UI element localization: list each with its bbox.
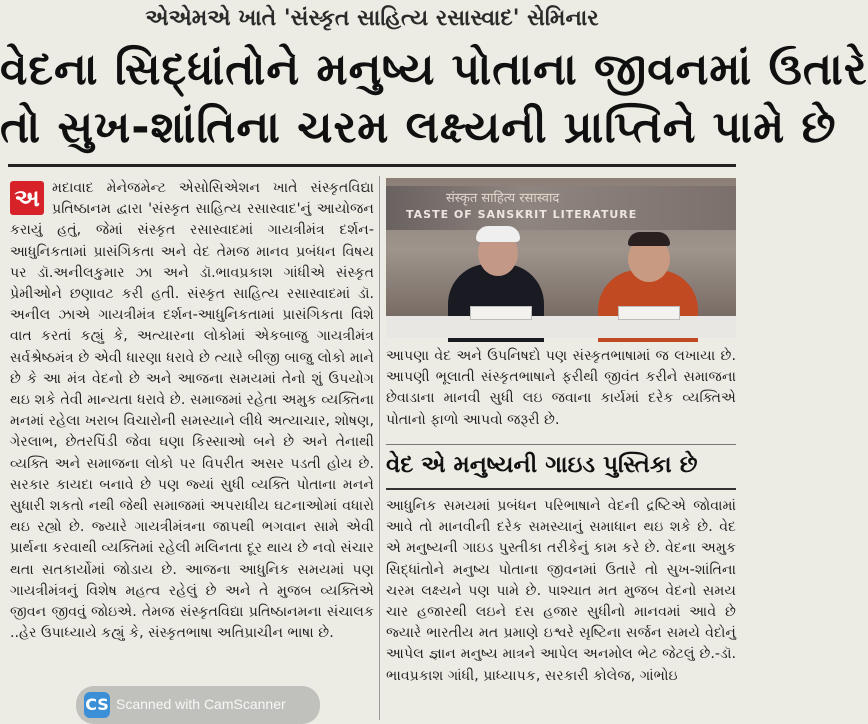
headline-line-2: તો સુખ-શાંતિના ચરમ લક્ષ્યની પ્રાપ્તિને પામે છે <box>0 102 837 153</box>
right-top-text: આપણા વેદ અને ઉપનિષદો પણ સંસ્કૃતભાષામાં જ લખાયા છે. આપણી ભૂલાતી સંસ્કૃતભાષાને ફરીથી જીવંત કરીને સમાજના છેવાડાના માનવી સુધી લઇ જવાના કાર્યમાં દરેક વ્યક્તિએ પોતાનો ફાળો આપવો જરૂરી છે. <box>386 348 736 428</box>
event-photo <box>386 178 736 338</box>
kicker: એએમએ ખાતે 'સંસ્કૃત સાહિત્ય રસાસ્વાદ' સેમિનાર <box>145 6 599 31</box>
nameplate-2 <box>618 306 680 320</box>
speaker-1-hair <box>476 226 520 242</box>
nameplate-1 <box>470 306 532 320</box>
left-column-text: મદાવાદ મેનેજમેન્ટ એસોસિએશન ખાતે સંસ્કૃતવિદ્યા પ્રતિષ્ઠાનમ દ્વારા 'સંસ્કૃત સાહિત્ય રસાસ્વાદ'નું આયોજન કરાયું હતું, જેમાં સંસ્કૃત રસાસ્વાદમાં ગાયત્રીમંત્ર દર્શન-આધુનિકતામાં પ્રાસંગિકતા અને વેદ તેમજ માનવ પ્રબંધન વિષય પર ડૉ.અનીલકુમાર ઝા અને ડૉ.ભાવપ્રકાશ ગાંધીએ સંસ્કૃત પ્રેમીઓને છણાવટ કરી હતી. સંસ્કૃત સાહિત્ય રસાસ્વાદમાં ડૉ. અનીલ ઝાએ ગાયત્રીમંત્ર દર્શન-આધુનિકતામાં પ્રાસંગિકતા વિશે વાત કરતાં કહ્યું કે, અત્યારના લોકોમાં એકબાજુ ગાયત્રીમંત્ર સર્વશ્રેષ્ઠમંત્ર છે એવી ધારણા ધરાવે છે ત્યારે બીજી બાજુ લોકો માને છે કે આ મંત્ર વેદનો છે અને આજના સમયમાં તેનો શું ઉપયોગ થઇ શકે તેવી માન્યતા ધરાવે છે. સમાજમાં રહેતા અમુક વ્યક્તિના મનમાં રહેલા ખરાબ વિચારોની સમસ્યાને લીધે અત્યાચાર, શોષણ, ગેરલાભ, છેતરપિંડી જેવા ઘણા કિસ્સાઓ બને છે અને તેનાથી વ્યક્તિ અને સમાજના લોકો પર વિપરીત અસર પડતી હોય છે. સરકાર કાયદા બનાવે છે પણ જ્યાં સુધી વ્યક્તિ પોતાના મનને સુધારી શકતો નથી જેથી સમાજમાં અપરાધીય ઘટનાઓમાં વધારો થઇ રહ્યો છે. જ્યારે ગાયત્રીમંત્રના જાપથી ભગવાન સામે એવી પ્રાર્થના કરવાથી વ્યક્તિમાં રહેલી મલિનતા દૂર થાય છે નવો સંચાર થતા સતકાર્યોમાં જોડાય છે. આજના આધુનિક સમયમાં પણ ગાયત્રીમંત્રનું વિશેષ મહત્વ રહેલું છે અને તે મુજબ વ્યક્તિએ જીવન જીવવું જોઇએ. તેમજ સંસ્કૃતવિદ્યા પ્રતિષ્ઠાનમના સંચાલક ..હેર ઉપાધ્યાયે કહ્યું કે, સંસ્કૃતભાષા અતિપ્રાચીન ભાષા છે. <box>10 180 374 642</box>
camscanner-icon: CS <box>84 692 110 718</box>
subhead: વેદ એ મનુષ્યની ગાઇડ પુસ્તિકા છે <box>386 452 698 478</box>
headline-rule <box>8 164 736 167</box>
banner-script: संस्कृत साहित्य रसास्वाद <box>446 191 560 206</box>
right-bottom-text: આધુનિક સમયમાં પ્રબંધન પરિભાષાને વેદની દ્રષ્ટિએ જોવામાં આવે તો માનવીની દરેક સમસ્યાનું સમાધાન થઇ શકે છે. વેદ એ મનુષ્યની ગાઇડ પુસ્તીકા તરીકેનું કામ કરે છે. વેદના અમુક સિદ્ધાંતોને મનુષ્ય પોતાના જીવનમાં ઉતારે તો સુખ-શાંતિના ચરમ લક્ષ્યને પણ પામે છે. પાશ્ચાત મત મુજબ વેદનો સમય ચાર હજારથી લઇને દસ હજાર સુધીનો માનવમાં આવે છે જ્યારે ભારતીય મત પ્રમાણે ઇશ્વરે સૃષ્ટિના સર્જન સમયે વેદોનું આપેલ જ્ઞાન મનુષ્ય માત્રને આપેલ અનમોલ ભેટ જેટલું છે.-ડૉ. ભાવપ્રકાશ ગાંધી, પ્રાધ્યાપક, સરકારી કોલેજ, ગાંભોઇ <box>386 498 736 684</box>
headline-line-1: વેદના સિદ્ધાંતોને મનુષ્ય પોતાના જીવનમાં ઉતારે <box>0 44 868 95</box>
banner-text: TASTE OF SANSKRIT LITERATURE <box>406 208 638 221</box>
watermark: Scanned with CamScanner <box>116 696 286 712</box>
subhead-rule <box>386 488 736 490</box>
left-column <box>10 178 374 718</box>
speaker-2-hair <box>628 232 670 246</box>
right-top-rule <box>386 444 736 445</box>
column-divider <box>379 176 380 720</box>
drop-cap: અ <box>10 181 44 215</box>
dais-table <box>386 316 736 338</box>
